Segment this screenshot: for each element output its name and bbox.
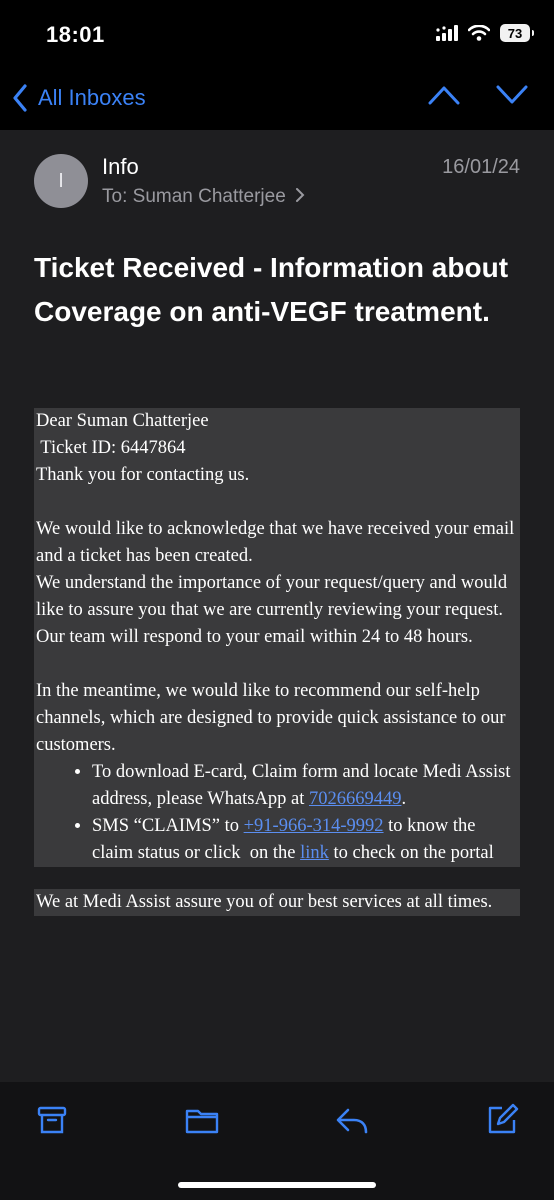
back-to-all-inboxes-button[interactable] — [12, 84, 146, 112]
ticket-id: Ticket ID: 6447864 — [36, 438, 186, 458]
whatsapp-number-link[interactable]: 7026669449 — [308, 789, 402, 809]
list-item — [92, 759, 518, 813]
closing-text: We at Medi Assist assure you of our best services at all times. — [36, 892, 493, 912]
status-time: 18:01 — [46, 22, 105, 47]
previous-message-up-icon[interactable] — [428, 84, 460, 106]
closing-block — [34, 889, 520, 916]
greeting: Dear Suman Chatterjee — [36, 411, 209, 431]
message-navigation — [428, 84, 528, 106]
body-main-block — [34, 408, 520, 867]
bullet1-end: . — [401, 789, 407, 809]
home-indicator[interactable] — [178, 1182, 376, 1188]
portal-link[interactable]: link — [300, 843, 329, 863]
assurance-paragraph: We understand the importance of your request/query and would like to assure you that we are currently reviewing your request. Our team will respond to your email within 24 to 48 hours. — [36, 573, 508, 647]
compose-icon[interactable] — [484, 1102, 520, 1138]
message-subject: Ticket Received - Information about Coverage on anti-VEGF treatment. — [34, 252, 509, 327]
status-icons — [436, 24, 530, 42]
bullet2-mid: to know the claim status or click on the — [92, 816, 481, 863]
bullet2-pre: SMS “CLAIMS” to — [92, 816, 244, 836]
chevron-left-icon — [12, 84, 28, 112]
top-bar — [0, 0, 554, 130]
battery-icon — [500, 24, 530, 42]
message-date: 16/01/24 — [442, 156, 520, 178]
bullet1-text: To download E-card, Claim form and locate Medi Assist address, please WhatsApp at — [92, 762, 511, 809]
folder-icon[interactable] — [184, 1102, 220, 1138]
sender-name[interactable]: Info — [102, 154, 139, 179]
bullet2-end: to check on the portal — [328, 843, 494, 863]
message-body — [34, 408, 520, 935]
reply-icon[interactable] — [334, 1102, 370, 1138]
sender-avatar[interactable] — [34, 154, 88, 208]
archive-icon[interactable] — [34, 1102, 70, 1138]
next-message-down-icon[interactable] — [496, 84, 528, 106]
wifi-icon — [468, 25, 490, 41]
cellular-signal-icon — [436, 25, 458, 41]
self-help-paragraph: In the meantime, we would like to recommend our self-help channels, which are designed to provide quick assistance to our customers. — [36, 681, 506, 755]
recipient-line[interactable] — [102, 186, 305, 208]
self-help-list — [36, 759, 518, 867]
to-label: To: — [102, 186, 128, 207]
thanks-text: Thank you for contacting us. — [36, 465, 250, 485]
battery-level: 73 — [507, 25, 523, 41]
avatar-initial: I — [58, 169, 64, 192]
recipient-name: Suman Chatterjee — [132, 186, 286, 207]
list-item — [92, 813, 518, 867]
sms-phone-link[interactable]: +91-966-314-9992 — [243, 816, 384, 836]
acknowledge-paragraph: We would like to acknowledge that we have received your email and a ticket has been created. — [36, 519, 515, 566]
back-label: All Inboxes — [38, 85, 146, 110]
chevron-right-icon — [295, 188, 305, 202]
